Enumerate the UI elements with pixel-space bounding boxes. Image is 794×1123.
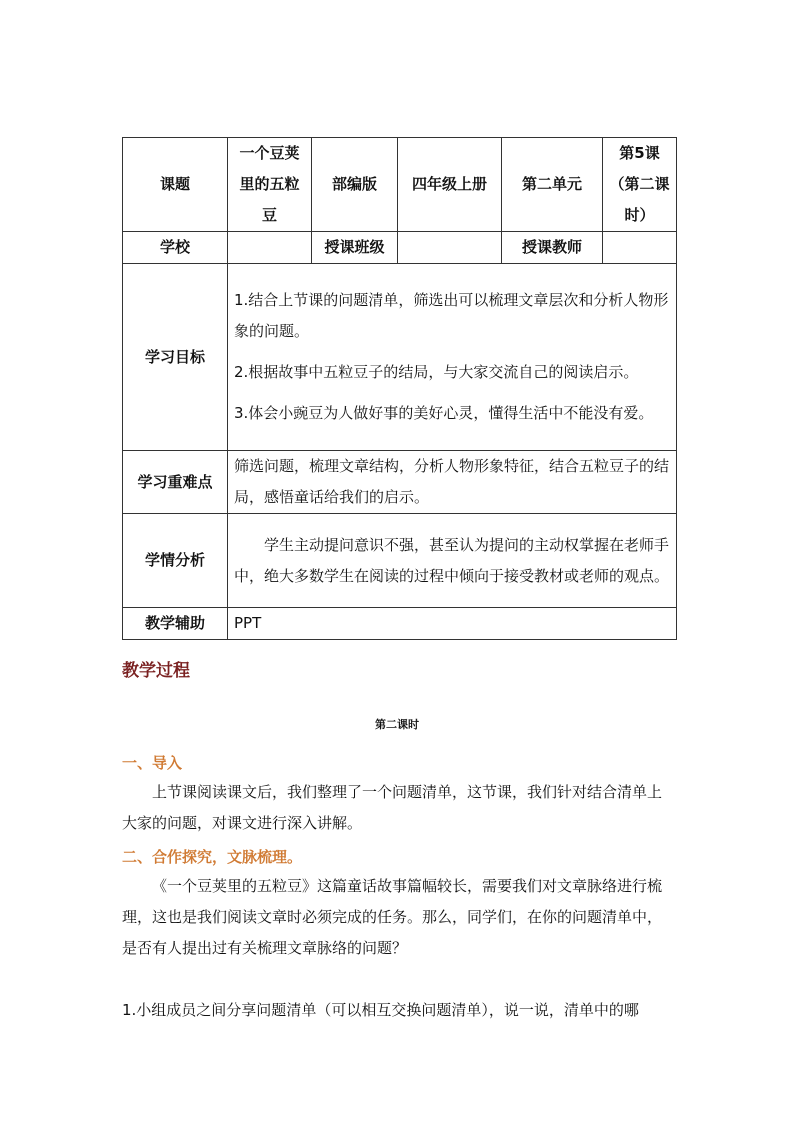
lesson-label: 第二课时: [375, 718, 419, 731]
step-one-paragraph: 1.小组成员之间分享问题清单（可以相互交换问题清单），说一说，清单中的哪: [122, 1001, 639, 1019]
class-value: [398, 232, 502, 264]
explore-paragraph: 《一个豆荚里的五粒豆》这篇童话故事篇幅较长，需要我们对文章脉络进行梳理，这也是我们阅读文章时必须完成的任务。那么，同学们，在你的问题清单中，是否有人提出过有关梳理文章脉络的问题？: [122, 877, 663, 957]
table-row: [123, 608, 677, 640]
goal-item: 3.体会小豌豆为人做好事的美好心灵，懂得生活中不能没有爱。: [234, 404, 654, 422]
process-title: 教学过程: [122, 661, 190, 681]
goal-item: 1.结合上节课的问题清单，筛选出可以梳理文章层次和分析人物形象的问题。: [234, 291, 669, 340]
school-value: [228, 232, 312, 264]
table-row: [123, 514, 677, 608]
class-label: 授课班级: [312, 232, 398, 264]
unit: 第二单元: [502, 138, 603, 232]
topic-label: 课题: [123, 138, 228, 232]
table-row: [123, 138, 677, 232]
key-points-text: 筛选问题，梳理文章结构，分析人物形象特征，结合五粒豆子的结局，感悟童话给我们的启示。: [228, 451, 677, 514]
section-heading-intro: 一、导入: [122, 754, 183, 772]
goal-item: 2.根据故事中五粒豆子的结局，与大家交流自己的阅读启示。: [234, 363, 639, 381]
aids-label: 教学辅助: [123, 608, 228, 640]
lesson-title: 一个豆荚里的五粒豆: [228, 138, 312, 232]
edition: 部编版: [312, 138, 398, 232]
teacher-value: [603, 232, 677, 264]
analysis-label: 学情分析: [123, 514, 228, 608]
table-row: [123, 232, 677, 264]
goals-content: [228, 264, 677, 451]
key-points-label: 学习重难点: [123, 451, 228, 514]
teacher-label: 授课教师: [502, 232, 603, 264]
lesson-info-table: [122, 137, 677, 640]
table-row: [123, 451, 677, 514]
lesson-number: 第5课（第二课时）: [603, 138, 677, 232]
grade: 四年级上册: [398, 138, 502, 232]
intro-paragraph: 上节课阅读课文后，我们整理了一个问题清单，这节课，我们针对结合清单上大家的问题，对课文进行深入讲解。: [122, 783, 663, 832]
analysis-text: 学生主动提问意识不强，甚至认为提问的主动权掌握在老师手中，绝大多数学生在阅读的过程中倾向于接受教材或老师的观点。: [228, 514, 677, 608]
goals-label: 学习目标: [123, 264, 228, 451]
aids-text: PPT: [228, 608, 677, 640]
table-row: [123, 264, 677, 451]
school-label: 学校: [123, 232, 228, 264]
section-heading-explore: 二、合作探究，文脉梳理。: [122, 848, 303, 866]
